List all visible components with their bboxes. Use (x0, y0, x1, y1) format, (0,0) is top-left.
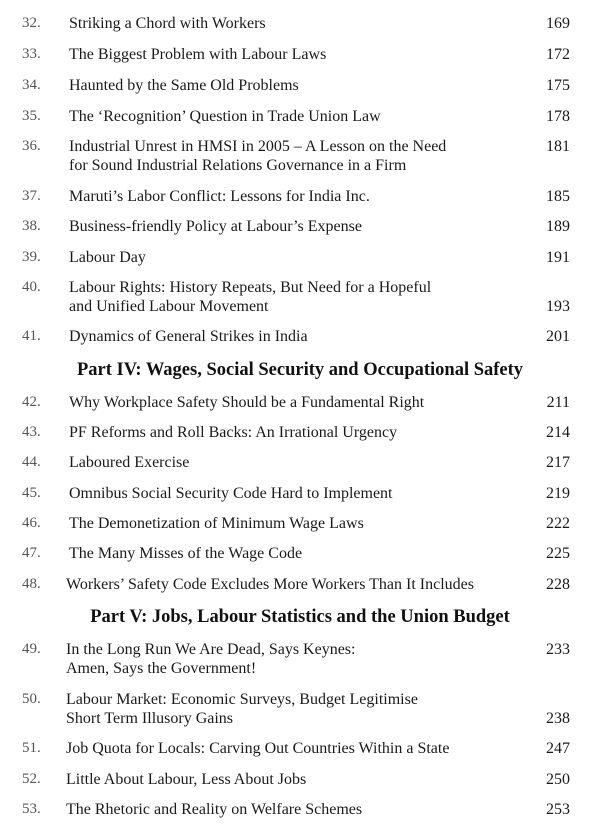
entry-title (69, 393, 529, 412)
entry-number: 51. (22, 740, 41, 756)
entry-title-line: Business-friendly Policy at Labour’s Expense (69, 218, 362, 235)
entry-number: 34. (22, 77, 41, 93)
entry-number: 41. (22, 328, 41, 344)
entry-title (69, 137, 529, 175)
entry-page: 189 (546, 218, 570, 235)
entry-number: 42. (22, 394, 41, 410)
entry-page: 193 (546, 298, 570, 315)
entry-title (66, 800, 526, 819)
entry-title-line: Haunted by the Same Old Problems (69, 77, 299, 94)
entry-title (69, 278, 529, 316)
entry-title-line: In the Long Run We Are Dead, Says Keynes: (66, 641, 356, 658)
entry-number: 45. (22, 485, 41, 501)
entry-title (66, 770, 526, 789)
entry-title-line: for Sound Industrial Relations Governance in a Firm (69, 157, 407, 174)
entry-title (66, 739, 526, 758)
entry-title (69, 76, 529, 95)
entry-number: 38. (22, 218, 41, 234)
entry-title-line: Labour Day (69, 249, 146, 266)
entry-title-line: Short Term Illusory Gains (66, 710, 234, 727)
entry-number: 36. (22, 138, 41, 154)
entry-title-line: Laboured Exercise (69, 454, 190, 471)
entry-number: 46. (22, 515, 41, 531)
entry-number: 40. (22, 279, 41, 295)
entry-title (69, 45, 529, 64)
entry-title-line: The Many Misses of the Wage Code (69, 545, 303, 562)
entry-title-line: Job Quota for Locals: Carving Out Countries Within a State (66, 740, 450, 757)
entry-title-line: and Unified Labour Movement (69, 298, 269, 315)
entry-page: 201 (546, 328, 570, 345)
entry-number: 44. (22, 454, 41, 470)
entry-title (69, 423, 529, 442)
entry-title-line: The Demonetization of Minimum Wage Laws (69, 515, 364, 532)
entry-title-line: Omnibus Social Security Code Hard to Implement (69, 485, 393, 502)
part-v-heading: Part V: Jobs, Labour Statistics and the Union Budget (90, 607, 510, 627)
entry-number: 32. (22, 15, 41, 31)
entry-number: 52. (22, 771, 41, 787)
entry-title (69, 544, 529, 563)
entry-page: 250 (546, 771, 570, 788)
entry-page: 172 (546, 46, 570, 63)
entry-title (69, 453, 529, 472)
entry-title (69, 217, 529, 236)
entry-number: 43. (22, 424, 41, 440)
entry-page: 191 (546, 249, 570, 266)
entry-title (69, 14, 529, 33)
entry-title (69, 514, 529, 533)
entry-page: 228 (546, 576, 570, 593)
entry-page: 219 (546, 485, 570, 502)
entry-page: 225 (546, 545, 570, 562)
part-iv-heading: Part IV: Wages, Social Security and Occupational Safety (76, 360, 524, 380)
entry-title-line: Why Workplace Safety Should be a Fundamental Right (69, 394, 425, 411)
entry-title (69, 107, 529, 126)
entry-title (69, 327, 529, 346)
entry-title-line: The ‘Recognition’ Question in Trade Union Law (69, 108, 381, 125)
entry-page: 185 (546, 188, 570, 205)
entry-title-line: Little About Labour, Less About Jobs (66, 771, 307, 788)
entry-page: 181 (546, 138, 570, 155)
entry-title-line: Labour Rights: History Repeats, But Need for a Hopeful (69, 279, 432, 296)
entry-number: 35. (22, 108, 41, 124)
entry-number: 49. (22, 641, 41, 657)
entry-title-line: The Biggest Problem with Labour Laws (69, 46, 327, 63)
entry-number: 37. (22, 188, 41, 204)
entry-number: 47. (22, 545, 41, 561)
entry-title (66, 690, 526, 728)
entry-page: 175 (546, 77, 570, 94)
entry-number: 53. (22, 801, 41, 817)
entry-page: 238 (546, 710, 570, 727)
entry-page: 217 (546, 454, 570, 471)
entry-title-line: Amen, Says the Government! (66, 660, 257, 677)
entry-number: 48. (22, 576, 41, 592)
entry-page: 178 (546, 108, 570, 125)
entry-title (69, 187, 529, 206)
entry-title (66, 640, 526, 678)
entry-title (69, 248, 529, 267)
entry-title-line: Labour Market: Economic Surveys, Budget Legitimise (66, 691, 418, 708)
entry-number: 50. (22, 691, 41, 707)
entry-page: 247 (546, 740, 570, 757)
entry-title-line: Striking a Chord with Workers (69, 15, 266, 32)
entry-number: 33. (22, 46, 41, 62)
entry-page: 214 (546, 424, 570, 441)
entry-title (69, 484, 529, 503)
entry-page: 233 (546, 641, 570, 658)
entry-title (66, 575, 546, 594)
entry-page: 253 (546, 801, 570, 818)
entry-title-line: Maruti’s Labor Conflict: Lessons for India Inc. (69, 188, 370, 205)
entry-number: 39. (22, 249, 41, 265)
entry-page: 169 (546, 15, 570, 32)
entry-title-line: The Rhetoric and Reality on Welfare Schemes (66, 801, 363, 818)
entry-title-line: PF Reforms and Roll Backs: An Irrational Urgency (69, 424, 398, 441)
entry-page: 211 (546, 394, 570, 411)
entry-title-line: Industrial Unrest in HMSI in 2005 – A Lesson on the Need (69, 138, 447, 155)
entry-title-line: Dynamics of General Strikes in India (69, 328, 308, 345)
entry-title-line: Workers’ Safety Code Excludes More Workers Than It Includes (66, 576, 474, 593)
entry-page: 222 (546, 515, 570, 532)
